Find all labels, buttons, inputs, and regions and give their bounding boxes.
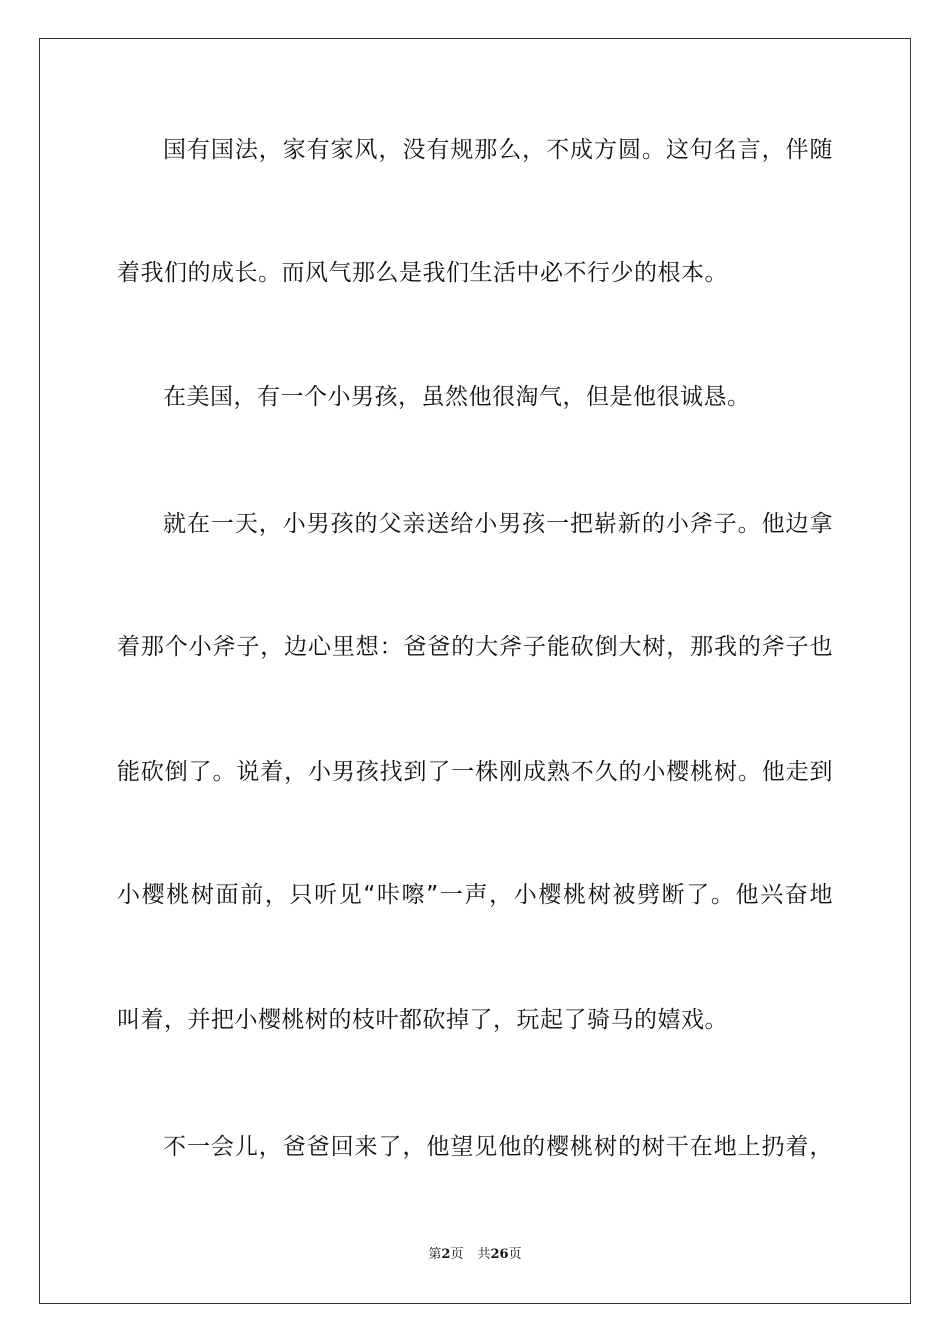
- paragraph-line: 国有国法，家有家风，没有规那么，不成方圆。这句名言，伴随: [163, 137, 833, 163]
- paragraph-line: 不一会儿，爸爸回来了，他望见他的樱桃树的树干在地上扔着，: [163, 1134, 833, 1160]
- page-label-prefix: 第: [428, 1247, 442, 1262]
- paragraph-line: 着我们的成长。而风气那么是我们生活中必不行少的根本。: [117, 260, 728, 286]
- total-label-prefix: 共: [477, 1247, 491, 1262]
- total-label-suffix: 页: [508, 1247, 522, 1262]
- paragraph-line: 叫着，并把小樱桃树的枝叶都砍掉了，玩起了骑马的嬉戏。: [117, 1007, 728, 1033]
- current-page-number: 2: [441, 1247, 451, 1262]
- paragraph-line: 着那个小斧子，边心里想：爸爸的大斧子能砍倒大树，那我的斧子也: [117, 634, 833, 660]
- paragraph-line: 能砍倒了。说着，小男孩找到了一株刚成熟不久的小樱桃树。他走到: [117, 759, 833, 785]
- page-border: [39, 38, 911, 1304]
- paragraph-line: 就在一天，小男孩的父亲送给小男孩一把崭新的小斧子。他边拿: [163, 511, 833, 537]
- total-page-count: 26: [490, 1247, 509, 1262]
- paragraph-line: 小樱桃树面前，只听见“咔嚓”一声，小樱桃树被劈断了。他兴奋地: [117, 882, 833, 908]
- page-label-suffix: 页: [450, 1247, 464, 1262]
- page-footer: [0, 1246, 950, 1264]
- paragraph-line: 在美国，有一个小男孩，虽然他很淘气，但是他很诚恳。: [163, 384, 751, 410]
